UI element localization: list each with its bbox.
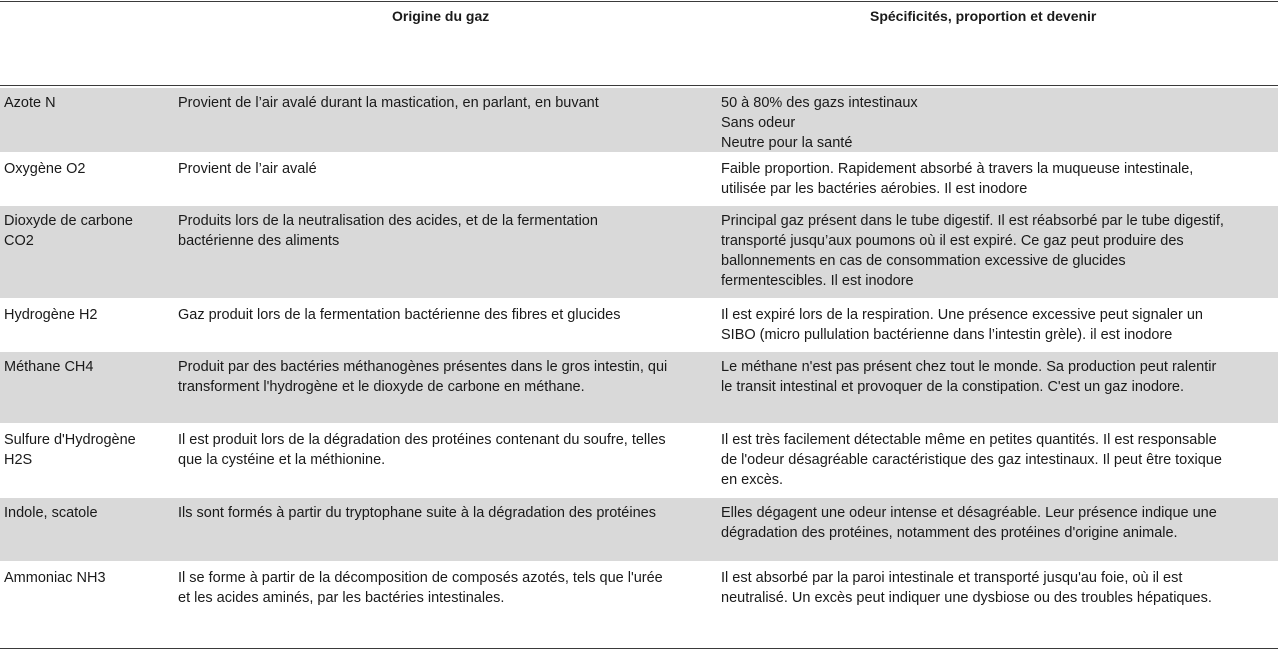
table-row [0, 423, 1278, 496]
gas-name: Ammoniac NH3 [4, 570, 106, 586]
table-row [0, 350, 1278, 423]
gas-specifics: Il est absorbé par la paroi intestinale et transporté jusqu'au foie, où il est neutralisé. Un excès peut indiquer une dysbiose ou des troubles hépatiques. [721, 570, 1212, 606]
gas-name: Sulfure d'Hydrogène H2S [4, 432, 136, 468]
gas-origin: Provient de l’air avalé durant la mastication, en parlant, en buvant [178, 95, 599, 111]
header-origine: Origine du gaz [392, 8, 490, 24]
gas-origin: Produits lors de la neutralisation des acides, et de la fermentation bactérienne des aliments [178, 213, 598, 249]
gas-origin: Produit par des bactéries méthanogènes présentes dans le gros intestin, qui transforment l'hydrogène et le dioxyde de carbone en méthane. [178, 359, 668, 395]
gas-name: Oxygène O2 [4, 161, 86, 177]
gas-name: Indole, scatole [4, 505, 98, 521]
gas-name: Dioxyde de carbone CO2 [4, 213, 133, 249]
gas-origin: Il est produit lors de la dégradation des protéines contenant du soufre, telles que la cystéine et la méthionine. [178, 432, 666, 468]
gas-specifics: Le méthane n'est pas présent chez tout le monde. Sa production peut ralentir le transit intestinal et provoquer de la constipation. C'est un gaz inodore. [721, 359, 1217, 395]
header-specificites: Spécificités, proportion et devenir [870, 8, 1097, 24]
gas-specifics: Il est très facilement détectable même en petites quantités. Il est responsable de l'odeur désagréable caractéristique des gaz intestinaux. Il peut être toxique en excès. [721, 432, 1222, 488]
gas-specifics: Faible proportion. Rapidement absorbé à travers la muqueuse intestinale, utilisée par les bactéries aérobies. Il est inodore [721, 161, 1194, 197]
table-row [0, 496, 1278, 561]
gas-specifics: 50 à 80% des gazs intestinaux Sans odeur Neutre pour la santé [721, 95, 918, 151]
gas-specifics: Elles dégagent une odeur intense et désagréable. Leur présence indique une dégradation des protéines, notamment des protéines d'origine animale. [721, 505, 1217, 541]
table-row [0, 152, 1278, 204]
gas-name: Méthane CH4 [4, 359, 94, 375]
table-body [0, 86, 1278, 646]
gas-origin: Provient de l’air avalé [178, 161, 317, 177]
table-row [0, 204, 1278, 298]
gas-name: Hydrogène H2 [4, 307, 98, 323]
gas-name: Azote N [4, 95, 56, 111]
table-row [0, 561, 1278, 646]
gas-origin: Il se forme à partir de la décomposition de composés azotés, tels que l'urée et les acides aminés, par les bactéries intestinales. [178, 570, 663, 606]
gas-origin: Gaz produit lors de la fermentation bactérienne des fibres et glucides [178, 307, 621, 323]
gas-origin: Ils sont formés à partir du tryptophane suite à la dégradation des protéines [178, 505, 656, 521]
table-header [0, 2, 1278, 86]
gas-specifics: Il est expiré lors de la respiration. Une présence excessive peut signaler un SIBO (micro pullulation bactérienne dans l’intestin grèle). il est inodore [721, 307, 1203, 343]
gas-specifics: Principal gaz présent dans le tube digestif. Il est réabsorbé par le tube digestif, transporté jusqu’aux poumons où il est expiré. Ce gaz peut produire des ballonnements en cas de consommation excessive de glucides fermentescibles. Il est inodore [721, 213, 1224, 289]
bottom-rule [0, 648, 1278, 649]
table-row [0, 86, 1278, 152]
table-row [0, 298, 1278, 350]
